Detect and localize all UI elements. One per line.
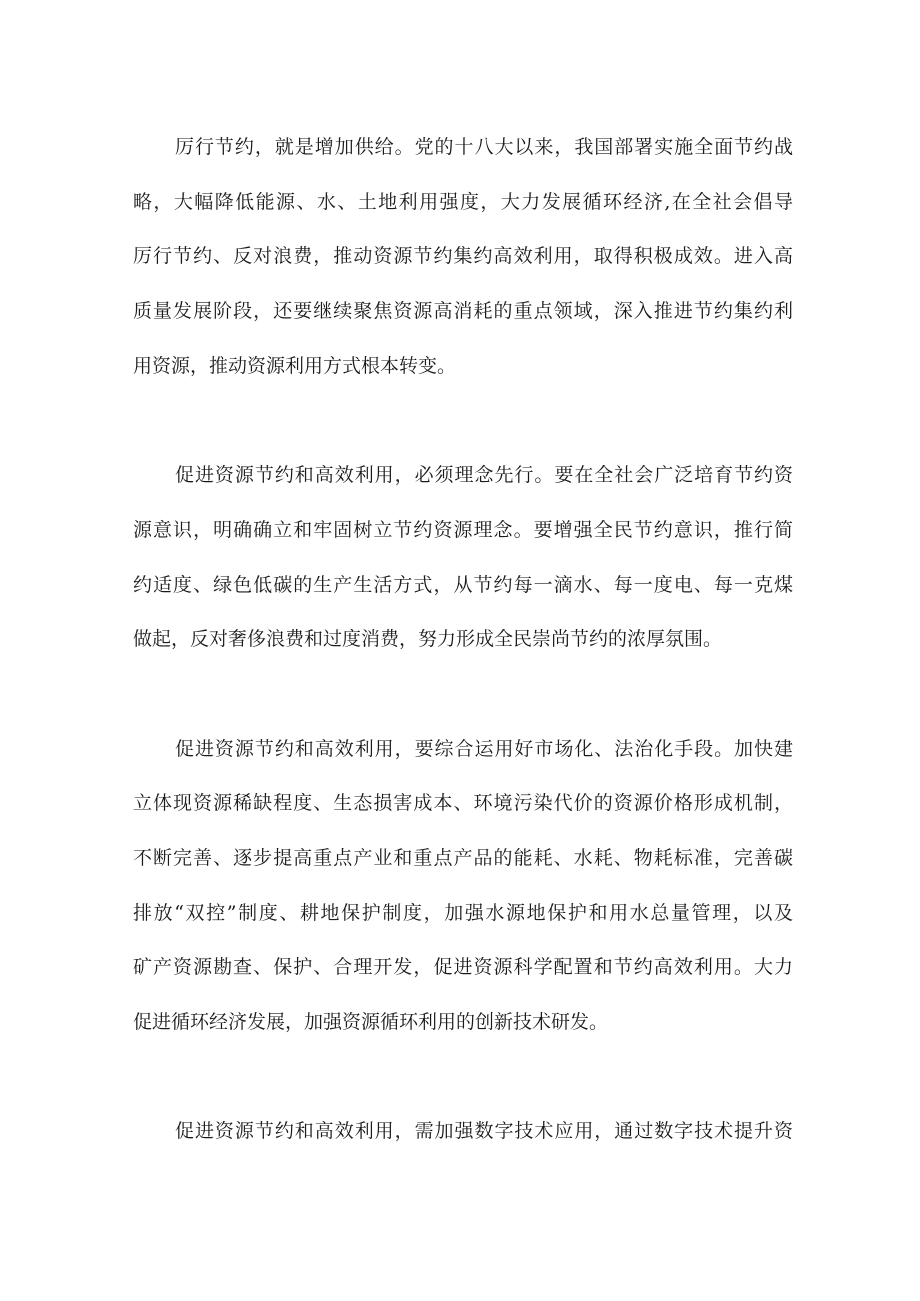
paragraph-line: 促进资源节约和高效利用，需加强数字技术应用，通过数字技术提升资 bbox=[175, 1120, 793, 1143]
paragraph-2 bbox=[133, 448, 793, 667]
paragraph-line: 不断完善、逐步提高重点产业和重点产品的能耗、水耗、物耗标准，完善碳 bbox=[133, 846, 793, 869]
paragraph-line: 促进资源节约和高效利用，必须理念先行。要在全社会广泛培育节约资 bbox=[175, 464, 793, 487]
paragraph-line: 厉行节约、反对浪费，推动资源节约集约高效利用，取得积极成效。进入高 bbox=[133, 245, 793, 268]
document-body bbox=[133, 120, 793, 1159]
paragraph-line: 矿产资源勘查、保护、合理开发，促进资源科学配置和节约高效利用。大力 bbox=[133, 956, 793, 979]
paragraph-spacer bbox=[133, 393, 793, 448]
paragraph-line: 促进循环经济发展，加强资源循环利用的创新技术研发。 bbox=[133, 1011, 609, 1033]
paragraph-line: 约适度、绿色低碳的生产生活方式，从节约每一滴水、每一度电、每一克煤 bbox=[133, 573, 793, 596]
paragraph-line: 立体现资源稀缺程度、生态损害成本、环境污染代价的资源价格形成机制， bbox=[133, 792, 793, 815]
paragraph-line: 源意识，明确确立和牢固树立节约资源理念。要增强全民节约意识，推行简 bbox=[133, 518, 793, 541]
paragraph-4 bbox=[133, 1104, 793, 1159]
paragraph-1 bbox=[133, 120, 793, 393]
paragraph-spacer bbox=[133, 667, 793, 722]
paragraph-line: 略，大幅降低能源、水、土地利用强度，大力发展循环经济,在全社会倡导 bbox=[133, 190, 793, 213]
paragraph-spacer bbox=[133, 1050, 793, 1105]
paragraph-line: 质量发展阶段，还要继续聚焦资源高消耗的重点领域，深入推进节约集约利 bbox=[133, 300, 793, 323]
paragraph-line: 促进资源节约和高效利用，要综合运用好市场化、法治化手段。加快建 bbox=[175, 737, 793, 760]
paragraph-3 bbox=[133, 722, 793, 1050]
paragraph-line: 排放“双控”制度、耕地保护制度，加强水源地保护和用水总量管理，以及 bbox=[133, 901, 793, 924]
paragraph-line: 做起，反对奢侈浪费和过度消费，努力形成全民崇尚节约的浓厚氛围。 bbox=[133, 628, 723, 651]
paragraph-line: 用资源，推动资源利用方式根本转变。 bbox=[133, 354, 457, 377]
paragraph-line: 厉行节约，就是增加供给。党的十八大以来，我国部署实施全面节约战 bbox=[175, 136, 793, 158]
